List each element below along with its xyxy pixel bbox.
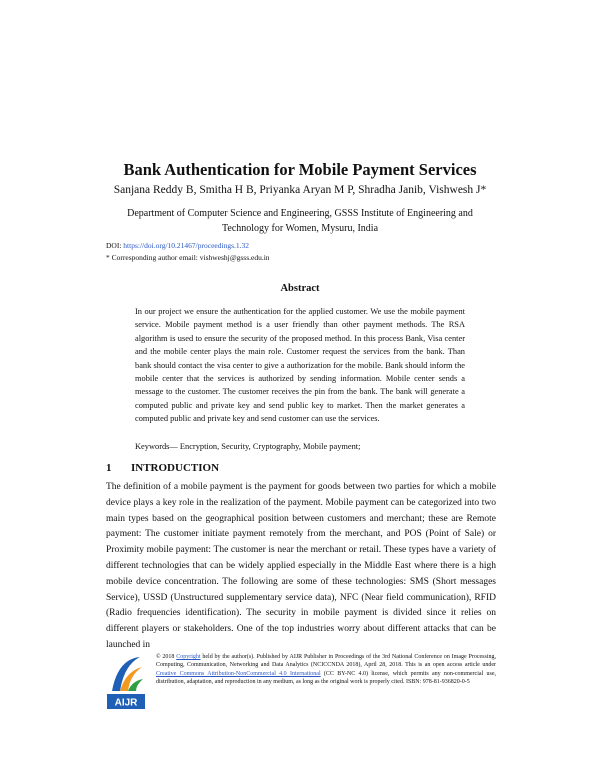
corresponding-author: * Corresponding author email: vishweshj@gsss.edu.in <box>106 253 270 262</box>
section-title: INTRODUCTION <box>131 462 220 474</box>
cc-license-link[interactable]: Creative Commons Attribution-NonCommercial 4.0 International <box>156 670 321 677</box>
introduction-text: The definition of a mobile payment is the payment for goods between two parties for which a mobile device plays a key role in the realization of the payment. Mobile payment can be categorized into two main types based on the geographical position between customers and merchant; these are Remote payment: The customer initiate payment remotely from the merchant, and POS (Point of Sale) or Proximity mobile payment: The customer is near the merchant or retail. These types have a variety of different technologies that can be widely applied especially in the Middle East where there is a high mobile device concentration. The following are some of these technologies: SMS (Short messages Service), USSD (Unstructured supplementary service data), NFC (Near field communication), RFID (Radio frequencies identification). The security in mobile payment is divided since it relies on different players or stakeholders. One of the top industries worry about different attacks that can be launched in <box>106 482 496 650</box>
abstract-text: In our project we ensure the authentication for the applied customer. We use the mobile payment service. Mobile payment method is a user friendly than other payment methods. The RSA algorithm is used to ensure the security of the proposed method. In this process Bank, Visa center and the mobile center plays the main role. Customer request the services from the bank. Than bank should contact the visa center to give a authorization for the mobile. Bank should inform the mobile center that the services is authorized by sending information. Mobile center sends a message to the customer. The customer receives the pin from the bank. The bank will generate a computed public and private key and send public key to market. Then the market generates a computed public and private key and send customer can use the services. <box>135 307 465 424</box>
logo-text: AIJR <box>114 697 138 709</box>
doi-block <box>106 240 270 264</box>
copyright-link[interactable]: Copyright <box>176 654 201 660</box>
abstract-heading: Abstract <box>280 283 320 294</box>
license-footer <box>106 653 496 719</box>
doi-link[interactable]: https://doi.org/10.21467/proceedings.1.32 <box>123 241 249 250</box>
section-heading <box>106 462 219 474</box>
author-list: Sanjana Reddy B, Smitha H B, Priyanka Aryan M P, Shradha Janib, Vishwesh J* <box>113 184 487 196</box>
doi-label: DOI: <box>106 241 122 250</box>
keywords: Keywords— Encryption, Security, Cryptography, Mobile payment; <box>135 442 361 451</box>
paper-title: Bank Authentication for Mobile Payment Services <box>123 160 477 179</box>
affiliation-line-2: Technology for Women, Mysuru, India <box>221 223 379 234</box>
affiliation <box>0 206 600 236</box>
doi-line <box>106 240 270 252</box>
aijr-logo <box>106 653 146 711</box>
affiliation-line-1: Department of Computer Science and Engineering, GSSS Institute of Engineering and <box>127 208 473 219</box>
section-number: 1 <box>106 462 112 474</box>
license-text: © 2018 Copyright held by the author(s). Published by AIJR Publisher in Proceedings of the 3rd National Conference on Image Processing, Computing, Communication, Networking and Data Analytics (NCICCNDA 2018), April 28, 2018. This is an open access article under Creative Commons Attribution-NonCommercial 4.0 International (CC BY-NC 4.0) license, which permits any non-commercial use, distribution, adaptation, and reproduction in any medium, as long as the original work is properly cited. ISBN: 978-81-936820-0-5 <box>156 654 496 686</box>
